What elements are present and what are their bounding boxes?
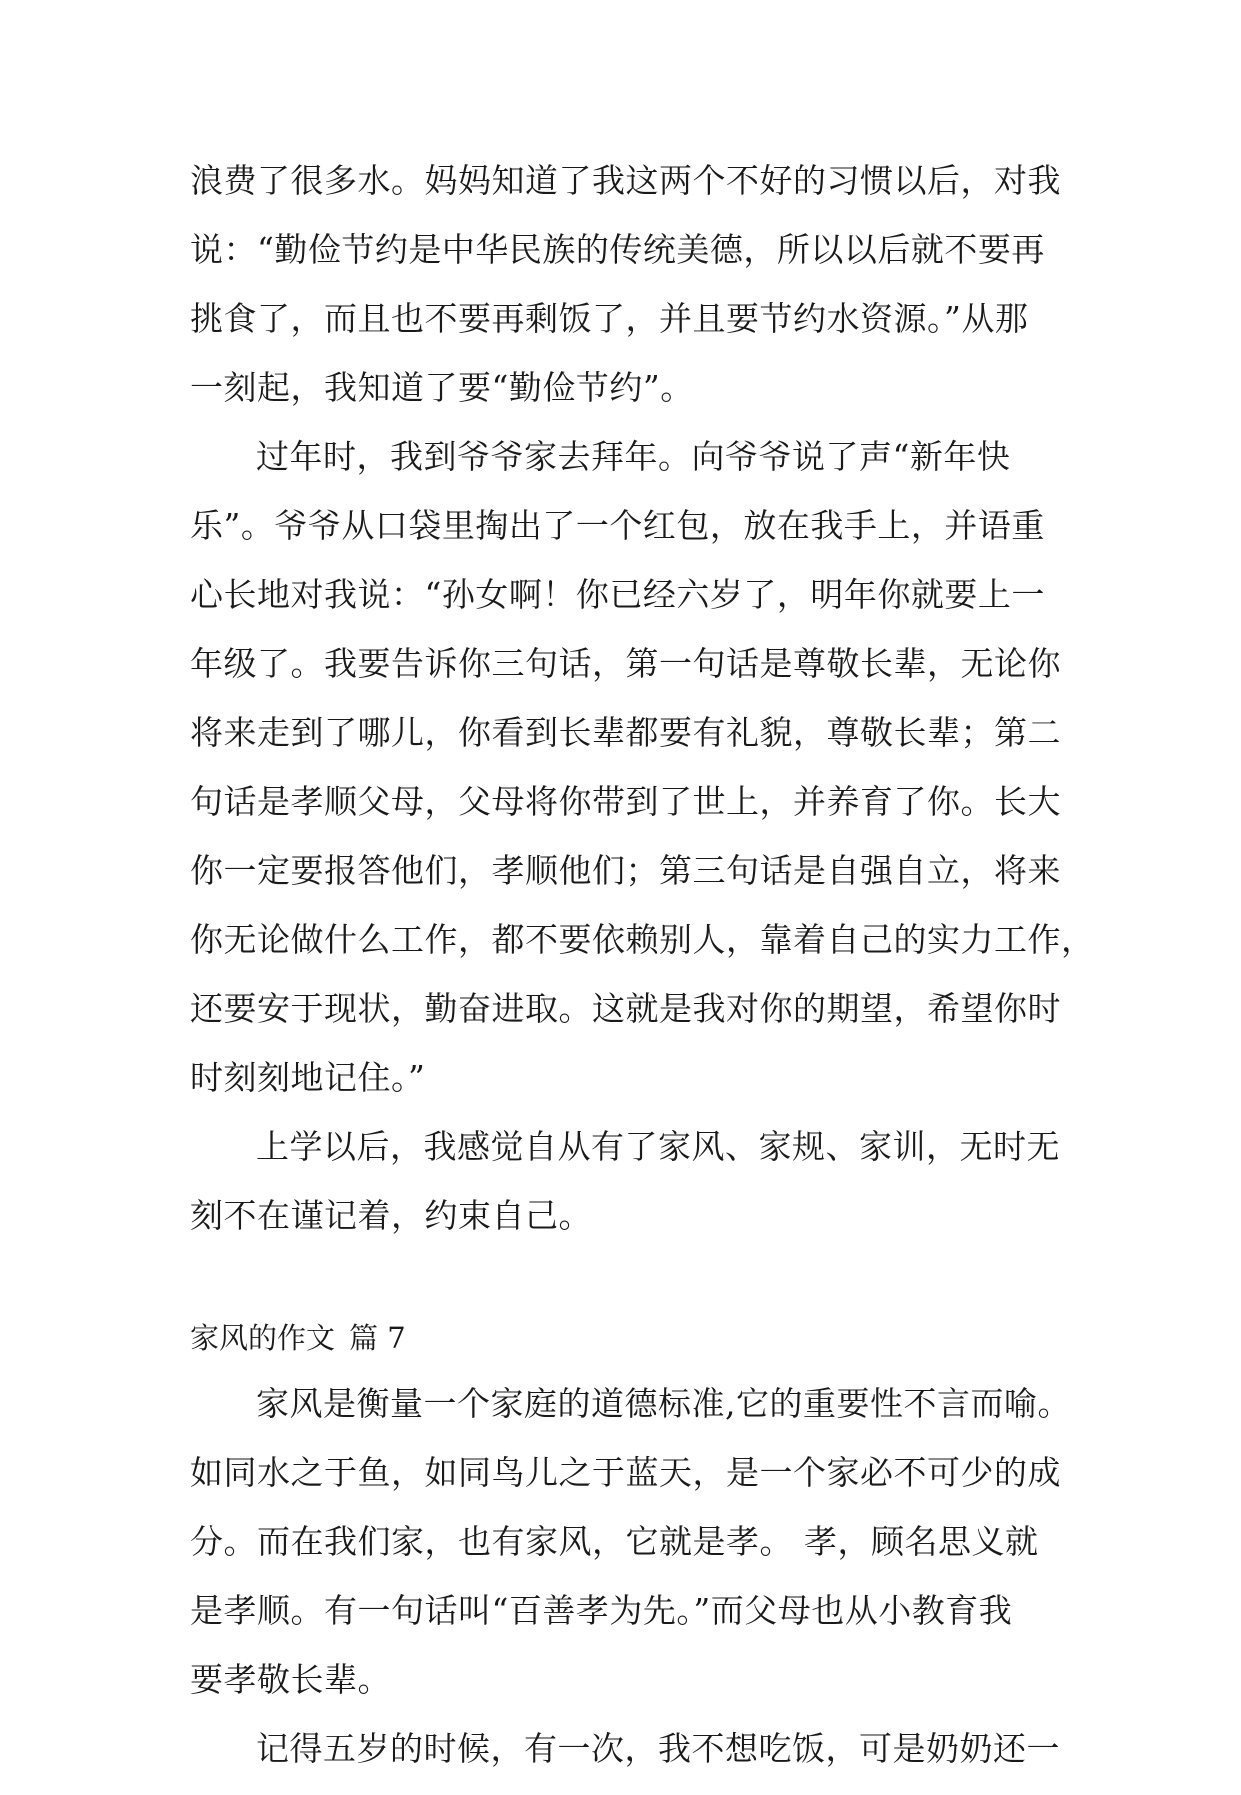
section-heading — [190, 1317, 1052, 1359]
text-line: 乐”。爷爷从口袋里掏出了一个红包，放在我手上，并语重 — [190, 506, 1045, 545]
section-heading-number: 篇 7 — [349, 1321, 406, 1355]
text-line: 说：“勤俭节约是中华民族的传统美德，所以以后就不要再 — [190, 230, 1045, 269]
text-line: 家风是衡量一个家庭的道德标准,它的重要性不言而喻。 — [256, 1384, 1071, 1423]
paragraph — [190, 158, 1061, 434]
document-page — [190, 158, 1095, 1795]
text-line: 将来走到了哪儿，你看到长辈都要有礼貌，尊敬长辈；第二 — [190, 713, 1061, 752]
text-line: 浪费了很多水。妈妈知道了我这两个不好的习惯以后，对我 — [190, 161, 1061, 200]
paragraph — [190, 434, 1095, 1124]
text-line: 过年时，我到爷爷家去拜年。向爷爷说了声“新年快 — [256, 437, 1011, 476]
paragraph — [190, 1726, 1060, 1795]
text-line: 年级了。我要告诉你三句话，第一句话是尊敬长辈，无论你 — [190, 644, 1061, 683]
text-line: 上学以后，我感觉自从有了家风、家规、家训，无时无 — [256, 1127, 1060, 1166]
text-line: 刻不在谨记着，约束自己。 — [190, 1196, 592, 1235]
paragraph — [190, 1381, 1071, 1726]
text-line: 一刻起，我知道了要“勤俭节约”。 — [190, 368, 694, 407]
paragraph — [190, 1124, 1060, 1262]
text-line: 还要安于现状，勤奋进取。这就是我对你的期望，希望你时 — [190, 989, 1061, 1028]
text-line: 记得五岁的时候，有一次，我不想吃饭，可是奶奶还一 — [256, 1729, 1060, 1768]
text-line: 你无论做什么工作，都不要依赖别人，靠着自己的实力工作， — [190, 920, 1095, 959]
text-line: 时刻刻地记住。” — [190, 1058, 426, 1097]
section-heading-title: 家风的作文 — [190, 1321, 336, 1355]
text-line: 心长地对我说：“孙女啊！你已经六岁了，明年你就要上一 — [190, 575, 1045, 614]
text-line: 挑食了，而且也不要再剩饭了，并且要节约水资源。”从那 — [190, 299, 1029, 338]
text-line: 分。而在我们家，也有家风，它就是孝。 孝，顾名思义就 — [190, 1522, 1039, 1561]
text-line: 是孝顺。有一句话叫“百善孝为先。”而父母也从小教育我 — [190, 1591, 1013, 1630]
text-line: 要孝敬长辈。 — [190, 1660, 391, 1699]
text-line: 句话是孝顺父母，父母将你带到了世上，并养育了你。长大 — [190, 782, 1061, 821]
text-line: 如同水之于鱼，如同鸟儿之于蓝天，是一个家必不可少的成 — [190, 1453, 1061, 1492]
text-line: 你一定要报答他们，孝顺他们；第三句话是自强自立，将来 — [190, 851, 1061, 890]
